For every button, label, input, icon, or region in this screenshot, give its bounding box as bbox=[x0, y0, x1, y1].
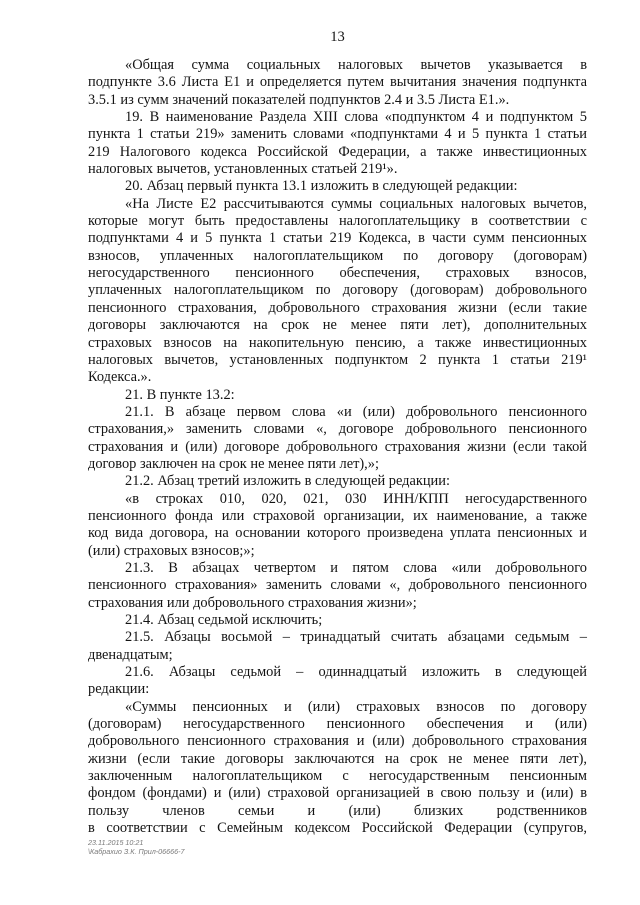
text-line: 19. В наименование Раздела XIII слова «подпунктом 4 и подпунктом 5 bbox=[125, 109, 587, 126]
text-line: пенсионного фонда или страховой организации, их наименование, а также bbox=[88, 507, 587, 524]
text-line: двенадцатым; bbox=[88, 646, 173, 663]
paragraph bbox=[88, 178, 587, 195]
paragraph bbox=[88, 57, 587, 109]
paragraph bbox=[88, 473, 587, 490]
text-line: «На Листе Е2 рассчитываются суммы социальных налоговых вычетов, bbox=[125, 195, 587, 212]
text-line: налоговых вычетов, установленных подпунктом 2 пункта 1 статьи 219¹ bbox=[88, 351, 587, 368]
text-line: 219 Налогового кодекса Российской Федерации, а также инвестиционных bbox=[88, 143, 587, 160]
text-line: взносов, уплаченных налогоплательщиком по договору (договорам) bbox=[88, 247, 587, 264]
text-line: 20. Абзац первый пункта 13.1 изложить в следующей редакции: bbox=[125, 178, 518, 195]
paragraph bbox=[88, 387, 587, 404]
text-line: уплаченных налогоплательщиком по договору (договорам) добровольного bbox=[88, 282, 587, 299]
text-line: пенсионного страхования» заменить словами «, добровольного пенсионного bbox=[88, 577, 587, 594]
text-line: «Общая сумма социальных налоговых вычетов указывается в bbox=[125, 57, 587, 73]
text-line: которые могут быть предоставлены налогоплательщику в соответствии с bbox=[88, 213, 587, 230]
document-body bbox=[88, 57, 587, 837]
paragraph bbox=[88, 491, 587, 560]
text-line: (договорам) негосударственного пенсионного обеспечения и (или) bbox=[88, 716, 587, 733]
footer-timestamp: 23.11.2015 10:21 bbox=[88, 838, 144, 847]
text-line: страхования,» заменить словами «, договоре добровольного пенсионного bbox=[88, 421, 587, 438]
text-line: негосударственного пенсионного обеспечения, страховых взносов, bbox=[88, 265, 587, 282]
text-line: налоговых вычетов, установленных статьей 219¹». bbox=[88, 161, 398, 178]
text-line: пользу членов семьи и (или) близких родственников bbox=[88, 802, 587, 819]
paragraph bbox=[88, 612, 587, 629]
paragraph bbox=[88, 404, 587, 473]
text-line: подпунктами 4 и 5 пункта 1 статьи 219 Кодекса, в части сумм пенсионных bbox=[88, 230, 587, 247]
text-line: страхования и (или) договоре добровольного страхования жизни (если такой bbox=[88, 438, 587, 455]
paragraph bbox=[88, 196, 587, 387]
footer-file-reference: \Кабрахио З.К. Прил-06666-7 bbox=[88, 847, 185, 856]
text-line: код вида договора, на основании которого произведена уплата пенсионных и bbox=[88, 525, 587, 542]
paragraph bbox=[88, 629, 587, 664]
text-line: 21.4. Абзац седьмой исключить; bbox=[125, 612, 323, 628]
text-line: страховых взносов на накопительную пенсию, а также инвестиционных bbox=[88, 334, 587, 351]
text-line: «в строках 010, 020, 021, 030 ИНН/КПП негосударственного bbox=[125, 490, 587, 507]
text-line: 21.1. В абзаце первом слова «и (или) добровольного пенсионного bbox=[125, 403, 587, 420]
text-line: договор заключен на срок не менее пяти лет),»; bbox=[88, 455, 379, 472]
paragraph bbox=[88, 664, 587, 699]
text-line: пункта 1 статьи 219» заменить словами «подпунктами 4 и 5 пункта 1 статьи bbox=[88, 126, 587, 143]
text-line: договоры заключаются на срок не менее пяти лет), дополнительных bbox=[88, 317, 587, 334]
paragraph bbox=[88, 699, 587, 838]
page-number: 13 bbox=[330, 29, 345, 45]
text-line: в соответствии с Семейным кодексом Российской Федерации (супругов, bbox=[88, 820, 587, 837]
text-line: заключенным налогоплательщиком с негосударственным пенсионным bbox=[88, 768, 587, 785]
text-line: (или) страховых взносов;»; bbox=[88, 542, 255, 559]
text-line: страхования или добровольного страхования жизни»; bbox=[88, 594, 417, 611]
paragraph bbox=[88, 109, 587, 178]
text-line: жизни (если такие договоры заключаются на срок не менее пяти лет), bbox=[88, 750, 587, 767]
text-line: 21.2. Абзац третий изложить в следующей редакции: bbox=[125, 473, 450, 490]
text-line: Кодекса.». bbox=[88, 369, 152, 386]
text-line: добровольного пенсионного страхования и (или) добровольного страхования bbox=[88, 733, 587, 750]
text-line: 21.3. В абзацах четвертом и пятом слова «или добровольного bbox=[125, 559, 587, 576]
text-line: подпункте 3.6 Листа Е1 и определяется путем вычитания значения подпункта bbox=[88, 74, 587, 91]
text-line: 21.5. Абзацы восьмой – тринадцатый считать абзацами седьмым – bbox=[125, 629, 587, 646]
paragraph bbox=[88, 560, 587, 612]
text-line: пенсионного страхования, добровольного страхования жизни (если такие bbox=[88, 299, 587, 316]
text-line: 21. В пункте 13.2: bbox=[125, 386, 235, 403]
document-footer bbox=[88, 838, 185, 856]
text-line: «Суммы пенсионных и (или) страховых взносов по договору bbox=[125, 698, 587, 715]
text-line: редакции: bbox=[88, 681, 150, 698]
text-line: 3.5.1 из сумм значений показателей подпунктов 2.4 и 3.5 Листа Е1.». bbox=[88, 91, 510, 108]
text-line: 21.6. Абзацы седьмой – одиннадцатый изложить в следующей bbox=[125, 664, 587, 681]
text-line: фондом (фондами) и (или) страховой организацией в свою пользу и (или) в bbox=[88, 785, 587, 802]
